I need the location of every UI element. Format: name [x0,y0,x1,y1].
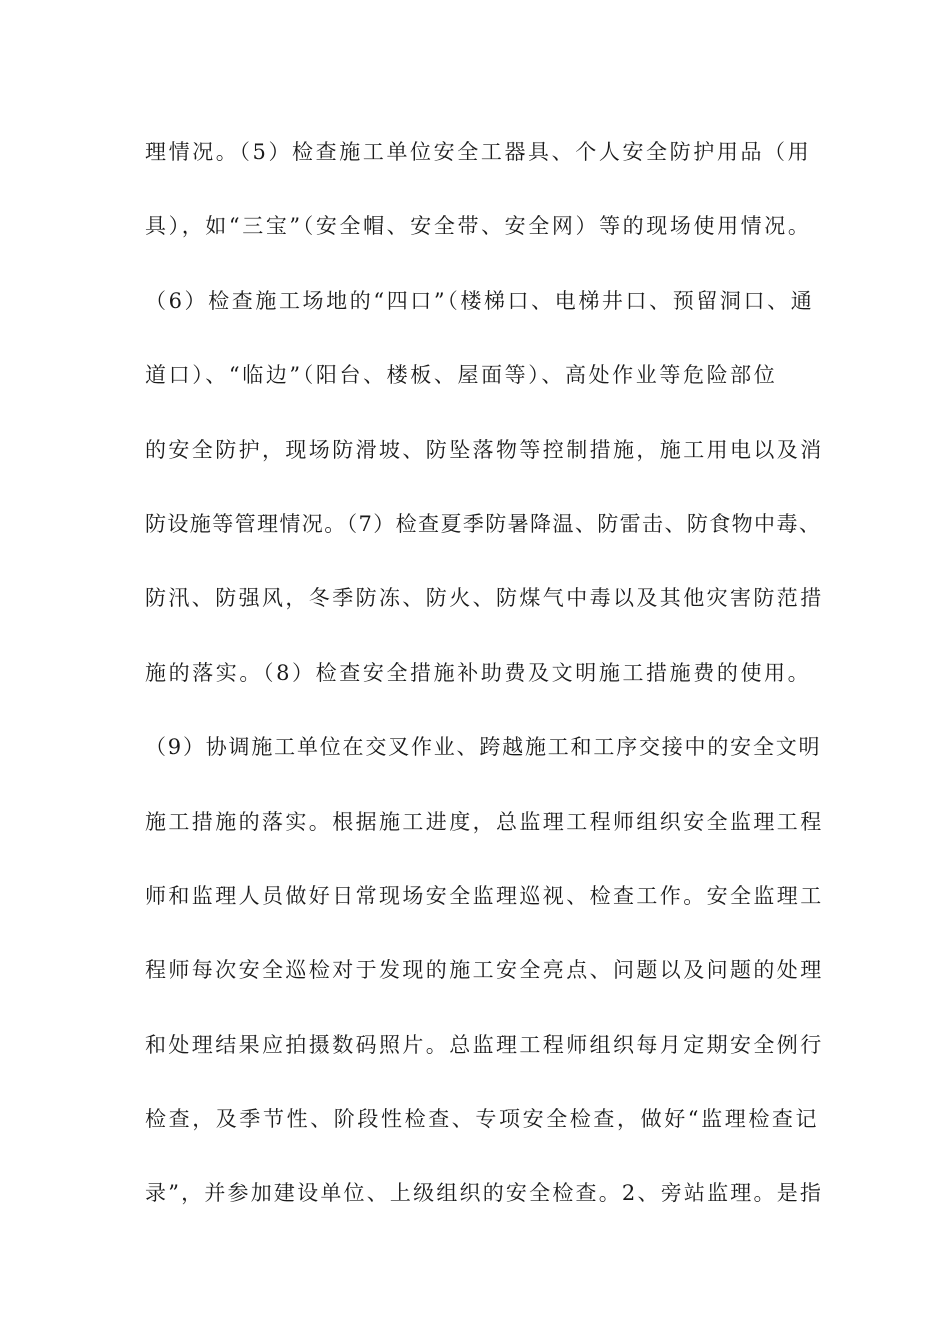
text-line: 防设施等管理情况。（7）检查夏季防暑降温、防雷击、防食物中毒、 [145,511,822,536]
text-line: 和处理结果应拍摄数码照片。总监理工程师组织每月定期安全例行 [145,1032,824,1057]
text-line: 施工措施的落实。根据施工进度，总监理工程师组织安全监理工程 [145,809,824,834]
text-line: 录”，并参加建设单位、上级组织的安全检查。2、旁站监理。是指 [145,1181,824,1206]
text-line: （9）协调施工单位在交叉作业、跨越施工和工序交接中的安全文明 [145,735,822,760]
text-line: 的安全防护，现场防滑坡、防坠落物等控制措施，施工用电以及消 [145,437,824,462]
text-line: 道口）、“临边”（阳台、楼板、屋面等）、高处作业等危险部位 [145,363,778,388]
text-line: 施的落实。（8）检查安全措施补助费及文明施工措施费的使用。 [145,660,812,685]
text-line: 程师每次安全巡检对于发现的施工安全亮点、问题以及问题的处理 [145,958,824,983]
text-line: 具），如“三宝”（安全帽、安全带、安全网）等的现场使用情况。 [145,214,812,239]
text-line: 防汛、防强风，冬季防冻、防火、防煤气中毒以及其他灾害防范措 [145,586,824,611]
body-text [145,134,825,1250]
text-line: 检查，及季节性、阶段性检查、专项安全检查，做好“监理检查记 [145,1107,820,1132]
text-line: 师和监理人员做好日常现场安全监理巡视、检查工作。安全监理工 [145,883,824,908]
text-line: （6）检查施工场地的“四口”（楼梯口、电梯井口、预留洞口、通 [145,288,815,313]
text-line: 理情况。（5）检查施工单位安全工器具、个人安全防护用品（用 [145,140,812,164]
